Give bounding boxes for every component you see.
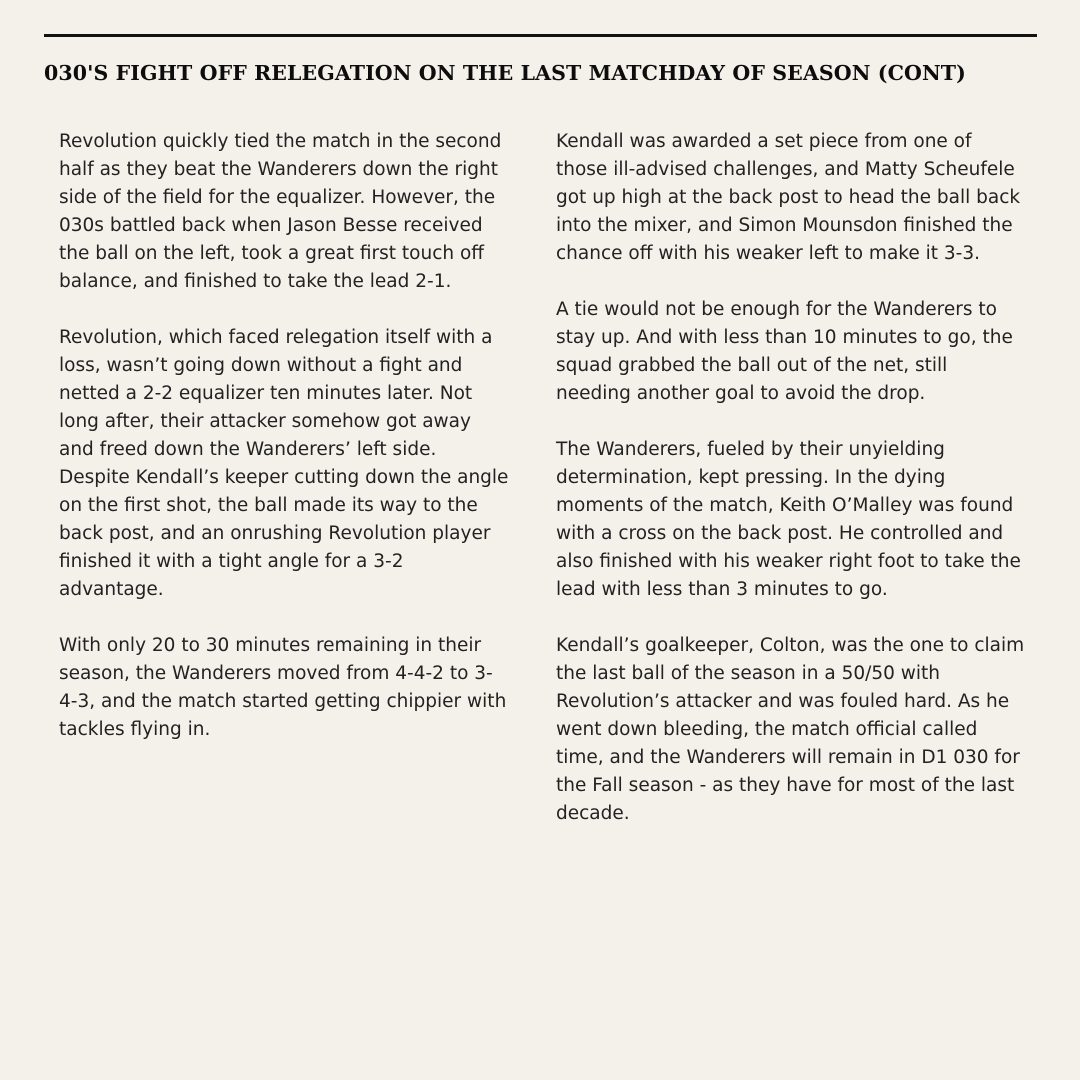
paragraph-formation-change: With only 20 to 30 minutes remaining in their season, the Wanderers moved from 4-4-2 to 3-4-3, and the match started getting chippier with tackles flying in. bbox=[59, 635, 507, 740]
paragraph-tie-not-enough: A tie would not be enough for the Wanderers to stay up. And with less than 10 minutes to go, the squad grabbed the ball out of the net, still needing another goal to avoid the drop. bbox=[556, 299, 1013, 404]
right-text-column bbox=[556, 128, 1026, 856]
top-divider-rule bbox=[44, 34, 1037, 37]
left-text-column bbox=[59, 128, 509, 772]
paragraph-final-whistle: Kendall’s goalkeeper, Colton, was the one to claim the last ball of the season in a 50/50 with Revolution’s attacker and was fouled hard. As he went down bleeding, the match official called time, and the Wanderers will remain in D1 030 for the Fall season - as they have for most of the last decade. bbox=[556, 635, 1025, 824]
paragraph-tied-match: Revolution quickly tied the match in the second half as they beat the Wanderers down the right side of the field for the equalizer. However, the 030s battled back when Jason Besse received the ball on the left, took a great first touch off balance, and finished to take the lead 2-1. bbox=[59, 131, 502, 292]
article-headline: 030'S FIGHT OFF RELEGATION ON THE LAST MATCHDAY OF SEASON (CONT) bbox=[44, 61, 966, 85]
paragraph-winning-goal: The Wanderers, fueled by their unyielding determination, kept pressing. In the dying moments of the match, Keith O’Malley was found with a cross on the back post. He controlled and also finished with his weaker right foot to take the lead with less than 3 minutes to go. bbox=[556, 439, 1021, 600]
paragraph-revolution-equalizer: Revolution, which faced relegation itself with a loss, wasn’t going down without a fight and netted a 2-2 equalizer ten minutes later. Not long after, their attacker somehow got away and freed down the Wanderers’ left side. Despite Kendall’s keeper cutting down the angle on the first shot, the ball made its way to the back post, and an onrushing Revolution player finished it with a tight angle for a 3-2 advantage. bbox=[59, 327, 509, 600]
paragraph-set-piece-goal: Kendall was awarded a set piece from one of those ill-advised challenges, and Matty Scheufele got up high at the back post to head the ball back into the mixer, and Simon Mounsdon finished the chance off with his weaker left to make it 3-3. bbox=[556, 131, 1021, 264]
